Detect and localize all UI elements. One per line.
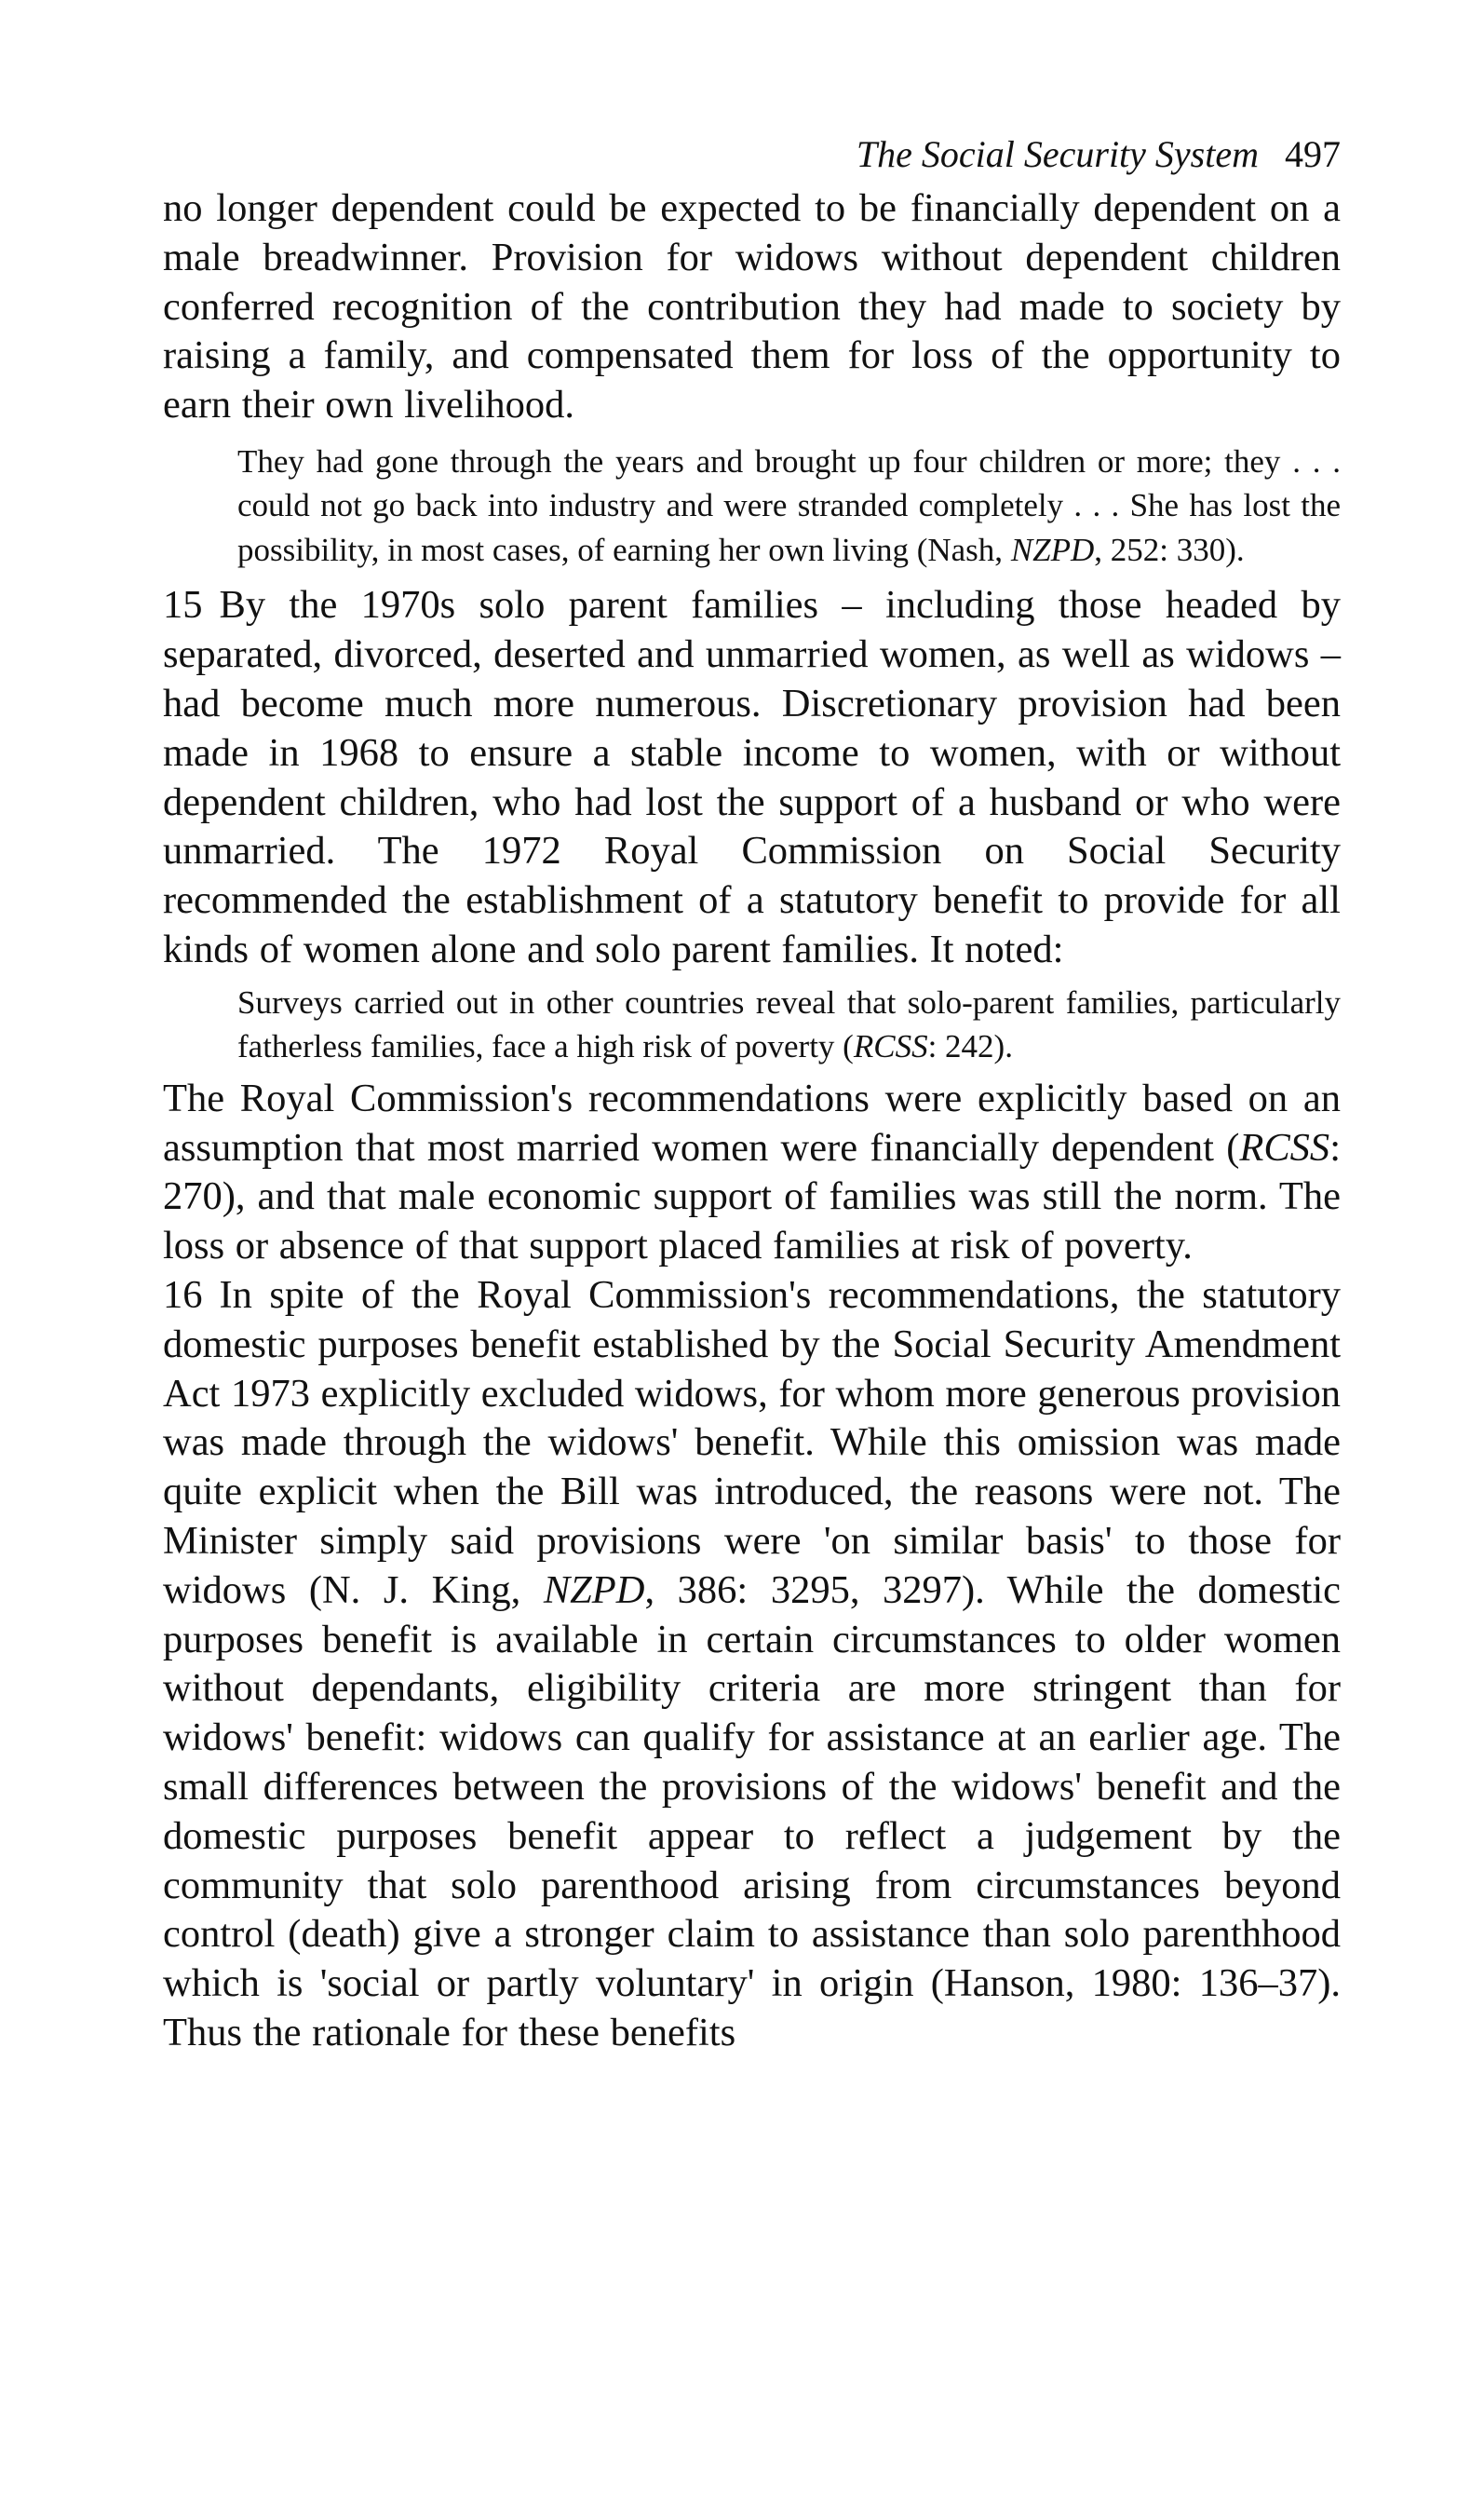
- page-number: 497: [1285, 133, 1341, 175]
- running-title: The Social Security System: [856, 133, 1259, 175]
- quote-source: NZPD: [1010, 531, 1095, 568]
- paragraph-text: By the 1970s solo parent families – including those headed by separated, divorced, deserted and unmarried women, as well as widows – had become much more numerous. Discretionary provision had been made in 1968 to ensure a stable income to women, with or without dependent children, who had lost the support of a husband or who were unmarried. The 1972 Royal Commission on Social Security recommended the establishment of a statutory benefit to provide for all kinds of women alone and solo parent families. It noted:: [163, 583, 1341, 972]
- paragraph-text: , 386: 3295, 3297). While the domestic purposes benefit is available in certain circumstances to older women without dependants, eligibility criteria are more stringent than for widows' benefit: widows can qualify for assistance at an earlier age. The small differences between the provisions of the widows' benefit and the domestic purposes benefit appear to reflect a judgement by the community that solo parenthood arising from circumstances beyond control (death) give a stronger claim to assistance than solo parenthhood which is 'social or partly voluntary' in origin (Hanson, 1980: 136–37). Thus the rationale for these benefits: [163, 1567, 1341, 2054]
- quote-text: Surveys carried out in other countries reveal that solo-parent families, particularly fatherless families, face a high risk of poverty (: [237, 983, 1341, 1065]
- paragraph-16: [163, 1271, 1341, 2058]
- paragraph-number: 16: [163, 1273, 203, 1318]
- quote-citation: : 242).: [927, 1028, 1013, 1065]
- paragraph-number: 15: [163, 583, 203, 628]
- body-text: [163, 184, 1341, 2058]
- quote-source: RCSS: [853, 1028, 928, 1065]
- citation-source: NZPD: [543, 1567, 645, 1612]
- block-quote-nash: [237, 440, 1341, 573]
- paragraph-continued: no longer dependent could be expected to be financially dependent on a male breadwinner. Provision for widows without dependent children conferred recognition of the contribution they had made to society by raising a family, and compensated them for loss of the opportunity to earn their own livelihood.: [163, 186, 1341, 427]
- paragraph-text: The Royal Commission's recommendations were explicitly based on an assumption that most married women were financially dependent (: [163, 1076, 1341, 1170]
- paragraph-royal-commission: [163, 1075, 1341, 1271]
- running-header: [163, 130, 1341, 184]
- paragraph-15: [163, 581, 1341, 974]
- quote-text: They had gone through the years and brought up four children or more; they . . . could not go back into industry and were stranded completely . . . She has lost the possibility, in most cases, of earning her own living (Nash,: [237, 442, 1341, 568]
- paragraph-text: In spite of the Royal Commission's recommendations, the statutory domestic purposes benefit established by the Social Security Amendment Act 1973 explicitly excluded widows, for whom more generous provision was made through the widows' benefit. While this omission was made quite explicit when the Bill was introduced, the reasons were not. The Minister simply said provisions were 'on similar basis' to those for widows (N. J. King,: [163, 1273, 1341, 1612]
- block-quote-rcss: [237, 981, 1341, 1069]
- book-page: [163, 130, 1341, 2058]
- paragraph-text: : 270), and that male economic support of families was still the norm. The loss or absence of that support placed families at risk of poverty.: [163, 1125, 1341, 1268]
- citation-source: RCSS: [1239, 1125, 1330, 1170]
- quote-citation: , 252: 330).: [1094, 531, 1245, 568]
